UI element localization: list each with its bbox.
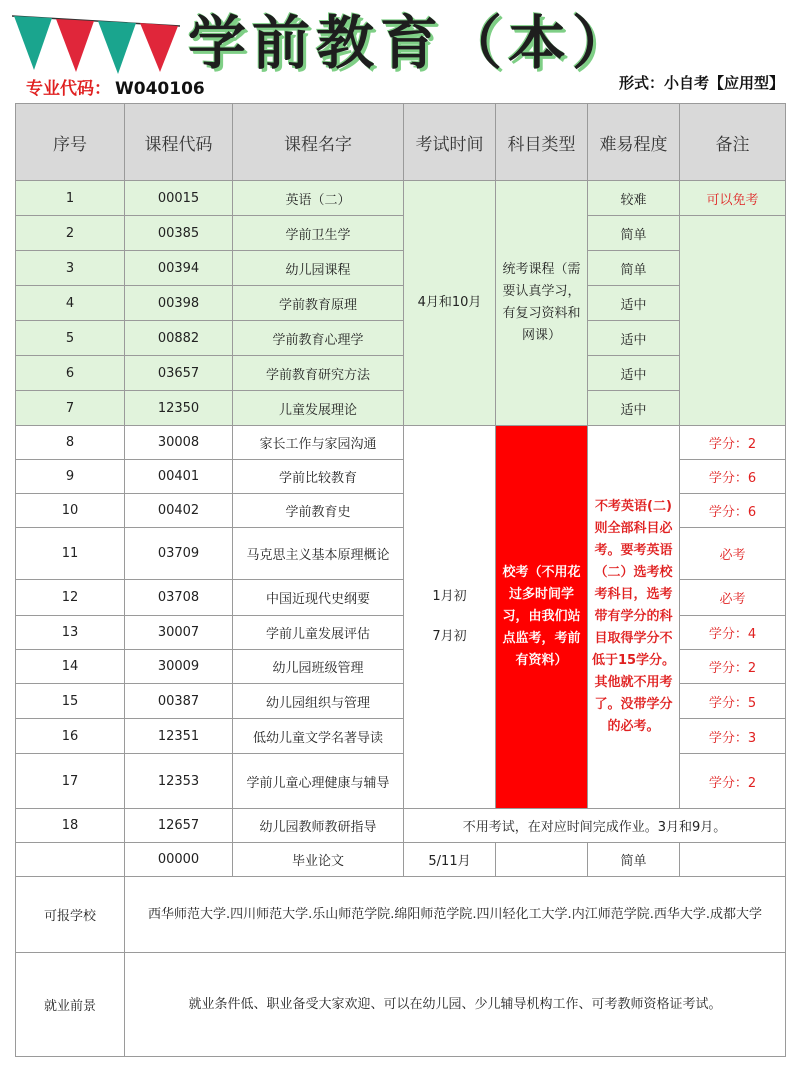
row-no: 7 <box>16 391 125 426</box>
row-credit: 学分：4 <box>680 616 786 650</box>
major-code-label: 专业代码： <box>26 79 111 99</box>
row-time: 5/11月 <box>404 843 496 877</box>
row-code: 12353 <box>125 754 233 809</box>
row-code: 00015 <box>125 181 233 216</box>
row-name: 幼儿园课程 <box>233 251 404 286</box>
col-header-name: 课程名字 <box>233 104 404 181</box>
row-note-empty <box>680 843 786 877</box>
table-row <box>16 356 786 391</box>
row-name: 学前教育史 <box>233 494 404 528</box>
row-span-text: 不用考试，在对应时间完成作业。3月和9月。 <box>404 809 786 843</box>
row-credit: 必考 <box>680 580 786 616</box>
row-code: 00398 <box>125 286 233 321</box>
jobs-text: 就业条件低、职业备受大家欢迎、可以在幼儿园、少儿辅导机构工作、可考教师资格证考试。 <box>125 953 786 1057</box>
group1-time: 4月和10月 <box>404 181 496 426</box>
row-credit: 学分：6 <box>680 460 786 494</box>
row-no: 16 <box>16 719 125 754</box>
row-code: 00387 <box>125 684 233 719</box>
row-code: 30007 <box>125 616 233 650</box>
study-form: 形式：小自考【应用型】 <box>618 74 784 92</box>
row-no: 13 <box>16 616 125 650</box>
row-level: 适中 <box>588 286 680 321</box>
row-level: 适中 <box>588 321 680 356</box>
row-no: 11 <box>16 528 125 580</box>
row-name: 幼儿园班级管理 <box>233 650 404 684</box>
row-code: 12351 <box>125 719 233 754</box>
col-header-code: 课程代码 <box>125 104 233 181</box>
col-header-level: 难易程度 <box>588 104 680 181</box>
row-code: 12657 <box>125 809 233 843</box>
row-credit: 学分：2 <box>680 426 786 460</box>
row-no: 10 <box>16 494 125 528</box>
row-no: 12 <box>16 580 125 616</box>
schools-label: 可报学校 <box>16 877 125 953</box>
table-row <box>16 216 786 251</box>
course-table <box>15 103 786 1057</box>
row-name: 学前教育心理学 <box>233 321 404 356</box>
major-code <box>26 74 205 99</box>
row-name: 学前儿童心理健康与辅导 <box>233 754 404 809</box>
row-name: 幼儿园组织与管理 <box>233 684 404 719</box>
row-no: 6 <box>16 356 125 391</box>
row-code: 00401 <box>125 460 233 494</box>
row-no: 4 <box>16 286 125 321</box>
row-name: 中国近现代史纲要 <box>233 580 404 616</box>
group2-type: 校考（不用花过多时间学习，由我们站点监考，考前有资料） <box>496 426 588 809</box>
table-row <box>16 809 786 843</box>
row-credit: 学分：2 <box>680 754 786 809</box>
row-name: 幼儿园教师教研指导 <box>233 809 404 843</box>
row-name: 英语（二） <box>233 181 404 216</box>
row-code: 00882 <box>125 321 233 356</box>
row-name: 学前教育研究方法 <box>233 356 404 391</box>
col-header-type: 科目类型 <box>496 104 588 181</box>
col-header-time: 考试时间 <box>404 104 496 181</box>
row-code: 03657 <box>125 356 233 391</box>
row-no: 15 <box>16 684 125 719</box>
row-name: 马克思主义基本原理概论 <box>233 528 404 580</box>
table-row <box>16 843 786 877</box>
row-no: 8 <box>16 426 125 460</box>
row-code: 30009 <box>125 650 233 684</box>
col-header-no: 序号 <box>16 104 125 181</box>
row-credit: 学分：3 <box>680 719 786 754</box>
row-level: 适中 <box>588 356 680 391</box>
row-code: 30008 <box>125 426 233 460</box>
row-code: 00402 <box>125 494 233 528</box>
jobs-label: 就业前景 <box>16 953 125 1057</box>
row-no: 17 <box>16 754 125 809</box>
jobs-row <box>16 953 786 1057</box>
row-no: 1 <box>16 181 125 216</box>
group2-time-b: 7月初 <box>432 629 467 644</box>
row-code: 03708 <box>125 580 233 616</box>
table-row <box>16 426 786 460</box>
group2-note: 不考英语(二)则全部科目必考。要考英语（二）选考校考科目，选考带有学分的科目取得学分不低于15学分。其他就不用考了。没带学分的必考。 <box>588 426 680 809</box>
row-name: 学前卫生学 <box>233 216 404 251</box>
schools-row <box>16 877 786 953</box>
row-note: 可以免考 <box>680 181 786 216</box>
row-name: 家长工作与家园沟通 <box>233 426 404 460</box>
group2-time <box>404 426 496 809</box>
row-code: 03709 <box>125 528 233 580</box>
row-code: 00385 <box>125 216 233 251</box>
row-no <box>16 843 125 877</box>
row-no: 2 <box>16 216 125 251</box>
row-code: 00394 <box>125 251 233 286</box>
table-row <box>16 391 786 426</box>
row-credit: 学分：5 <box>680 684 786 719</box>
row-level: 较难 <box>588 181 680 216</box>
table-row <box>16 251 786 286</box>
row-no: 5 <box>16 321 125 356</box>
row-credit: 必考 <box>680 528 786 580</box>
row-level: 简单 <box>588 843 680 877</box>
major-code-value: W040106 <box>115 79 205 99</box>
row-no: 14 <box>16 650 125 684</box>
row-type-empty <box>496 843 588 877</box>
row-name: 低幼儿童文学名著导读 <box>233 719 404 754</box>
row-no: 9 <box>16 460 125 494</box>
row-name: 学前儿童发展评估 <box>233 616 404 650</box>
row-level: 简单 <box>588 251 680 286</box>
row-no: 18 <box>16 809 125 843</box>
table-row <box>16 181 786 216</box>
row-credit: 学分：2 <box>680 650 786 684</box>
group1-type: 统考课程（需要认真学习，有复习资料和网课） <box>496 181 588 426</box>
row-level: 适中 <box>588 391 680 426</box>
row-level: 简单 <box>588 216 680 251</box>
bunting-flags-icon <box>12 12 180 76</box>
group1-note-empty <box>680 216 786 426</box>
row-name: 毕业论文 <box>233 843 404 877</box>
row-no: 3 <box>16 251 125 286</box>
page-title: 学前教育（本） <box>188 9 637 77</box>
col-header-note: 备注 <box>680 104 786 181</box>
table-header-row <box>16 104 786 181</box>
table-row <box>16 286 786 321</box>
schools-text: 西华师范大学.四川师范大学.乐山师范学院.绵阳师范学院.四川轻化工大学.内江师范学院.西华大学.成都大学 <box>125 877 786 953</box>
row-name: 儿童发展理论 <box>233 391 404 426</box>
row-credit: 学分：6 <box>680 494 786 528</box>
row-code: 12350 <box>125 391 233 426</box>
row-code: 00000 <box>125 843 233 877</box>
row-name: 学前教育原理 <box>233 286 404 321</box>
header-banner <box>0 0 800 100</box>
group2-time-a: 1月初 <box>432 589 467 604</box>
table-row <box>16 321 786 356</box>
row-name: 学前比较教育 <box>233 460 404 494</box>
